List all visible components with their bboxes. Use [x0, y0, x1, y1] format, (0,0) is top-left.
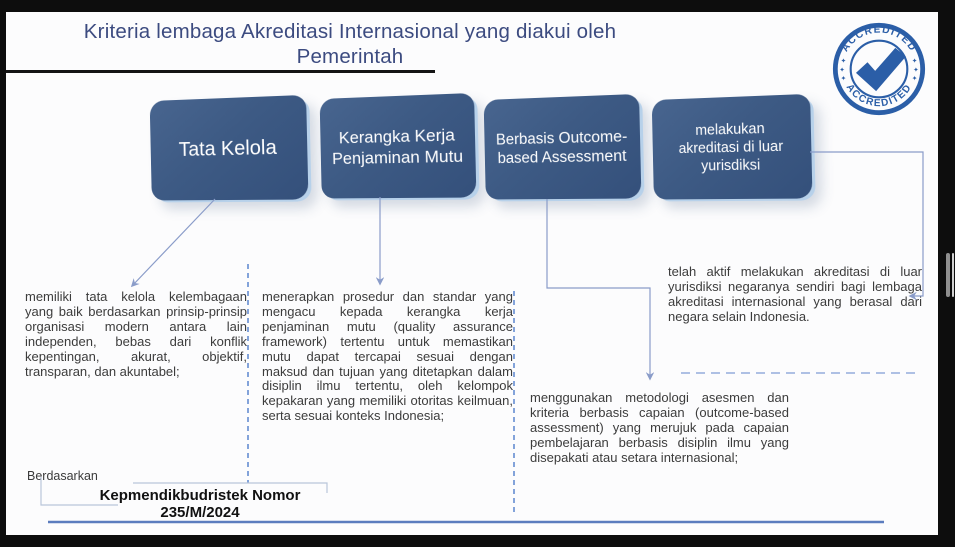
accredited-badge: [831, 21, 927, 117]
banner-label: Tata Kelola: [178, 136, 278, 161]
star-icon: ✦: [911, 74, 918, 83]
star-icon: ✦: [840, 57, 847, 66]
banner-label: melakukan akreditasi di luar yurisdiksi: [678, 120, 784, 175]
badge-top-text: ACCREDITED: [839, 24, 919, 54]
slide-title: Kriteria lembaga Akreditasi Internasional yang diakui oleh Pemerintah: [83, 20, 617, 68]
banner-label: Berbasis Outcome-based Assessment: [495, 127, 628, 168]
kepmendikbudristek-reference: Kepmendikbudristek Nomor 235/M/2024: [99, 487, 301, 521]
note-luar-yurisdiksi: telah aktif melakukan akreditasi di luar yurisdiksi negaranya sendiri bagi lembaga akreditasi internasional yang berasal dari negara selain Indonesia.: [668, 264, 922, 324]
frame-top: [0, 0, 955, 12]
berdasarkan-label: Berdasarkan: [27, 469, 98, 483]
frame-bottom: [0, 535, 955, 547]
scroll-indicator[interactable]: [946, 253, 950, 297]
banner-label: Kerangka Kerja Penjaminan Mutu: [331, 125, 464, 169]
scroll-indicator-rail: [952, 253, 954, 297]
banner-tata-kelola: [150, 95, 309, 201]
star-icon: ✦: [911, 57, 918, 66]
note-kerangka-kerja: menerapkan prosedur dan standar yang mengacu kepada kerangka kerja penjaminan mutu (quality assurance framework) tertentu untuk memastikan mutu dapat tercapai sesuai dengan maksud dan tujuan yang ditetapkan dalam disiplin ilmu tertentu, oleh kelompok kepakaran yang memiliki otoritas keilmuan, serta sesuai konteks Indonesia;: [262, 289, 513, 424]
star-icon: ✦: [840, 74, 847, 83]
banner-luar-yurisdiksi: [652, 94, 813, 200]
badge-bottom-text: ACCREDITED: [843, 82, 915, 110]
banner-kerangka-kerja: [320, 93, 477, 199]
note-outcome-based: menggunakan metodologi asesmen dan kriteria berbasis capaian (outcome-based assessment) yang merujuk pada capaian pembelajaran berbasis disiplin ilmu yang disepakati atau setara internasional;: [530, 390, 789, 465]
star-icon: ✦: [913, 65, 919, 74]
check-icon: [856, 48, 906, 91]
svg-text:ACCREDITED: [840, 24, 919, 53]
frame-left: [0, 0, 6, 547]
banner-outcome-based: [484, 94, 642, 200]
note-tata-kelola: memiliki tata kelola kelembagaan yang baik berdasarkan prinsip-prinsip organisasi modern antara lain independen, bebas dari konflik kepentingan, akurat, objektif, transparan, dan akuntabel;: [25, 289, 247, 379]
star-icon: ✦: [839, 65, 845, 74]
